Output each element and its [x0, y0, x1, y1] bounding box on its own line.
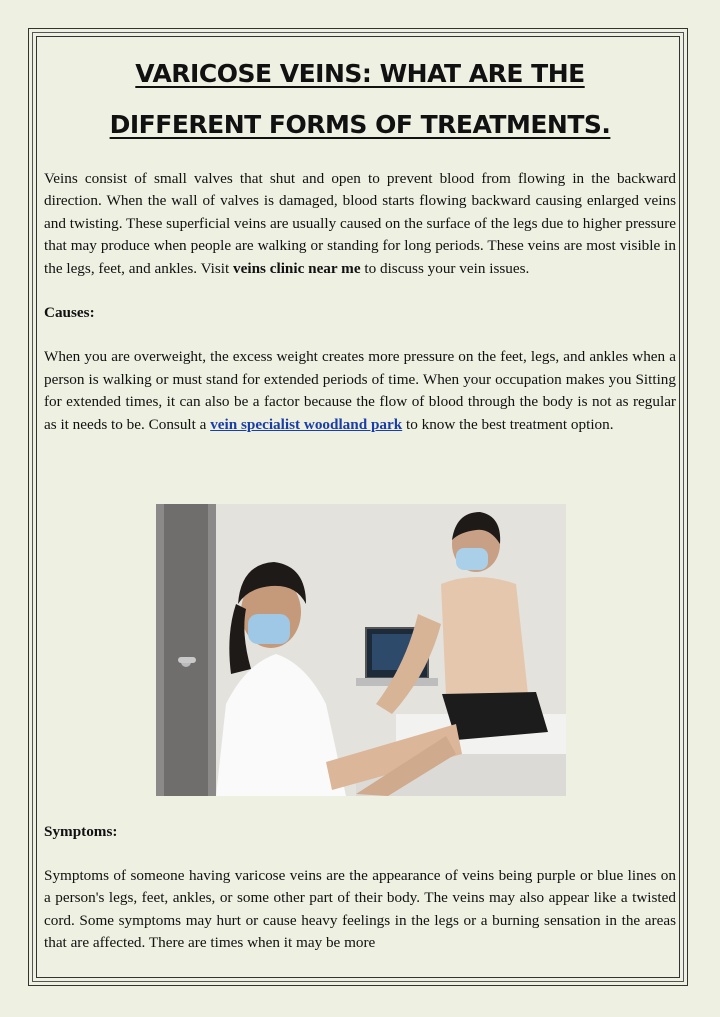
title-line-2: DIFFERENT FORMS OF TREATMENTS. [109, 110, 611, 139]
causes-text: When you are overweight, the excess weight creates more pressure on the feet, legs, and ankles when a person is walking or must stand for extended periods of time. When your occupation makes you Sitting for extended times, it can also be a factor because the flow of blood through the body is not as regular as it needs to be. Consult a [44, 348, 676, 433]
clinic-illustration [156, 504, 566, 796]
intro-paragraph [44, 168, 676, 280]
intro-text: Veins consist of small valves that shut and open to prevent blood from flowing in the backward direction. When the wall of valves is damaged, blood starts flowing backward causing enlarged veins and twisting. These superficial veins are usually caused on the surface of the legs due to higher pressure that may produce when people are walking or standing for long periods. These veins are most visible in the legs, feet, and ankles. Visit [44, 170, 676, 277]
causes-tail: to know the best treatment option. [402, 415, 614, 433]
causes-paragraph [44, 346, 676, 436]
clinic-photo [156, 504, 566, 796]
symptoms-heading: Symptoms: [44, 823, 118, 840]
title-line-1: VARICOSE VEINS: WHAT ARE THE [135, 59, 585, 88]
causes-heading: Causes: [44, 304, 95, 322]
keyword-veins-clinic: veins clinic near me [233, 259, 361, 277]
intro-tail: to discuss your vein issues. [360, 259, 530, 277]
symptoms-paragraph: Symptoms of someone having varicose veins are the appearance of veins being purple or blue lines on a person's legs, feet, ankles, or some other part of their body. The veins may also appear like a twisted cord. Some symptoms may hurt or cause heavy feelings in the legs or a burning sensation in the areas that are affected. There are times when it may be more [44, 867, 676, 952]
vein-specialist-link[interactable]: vein specialist woodland park [210, 415, 403, 433]
page-title [44, 48, 676, 150]
document-body [44, 44, 676, 436]
